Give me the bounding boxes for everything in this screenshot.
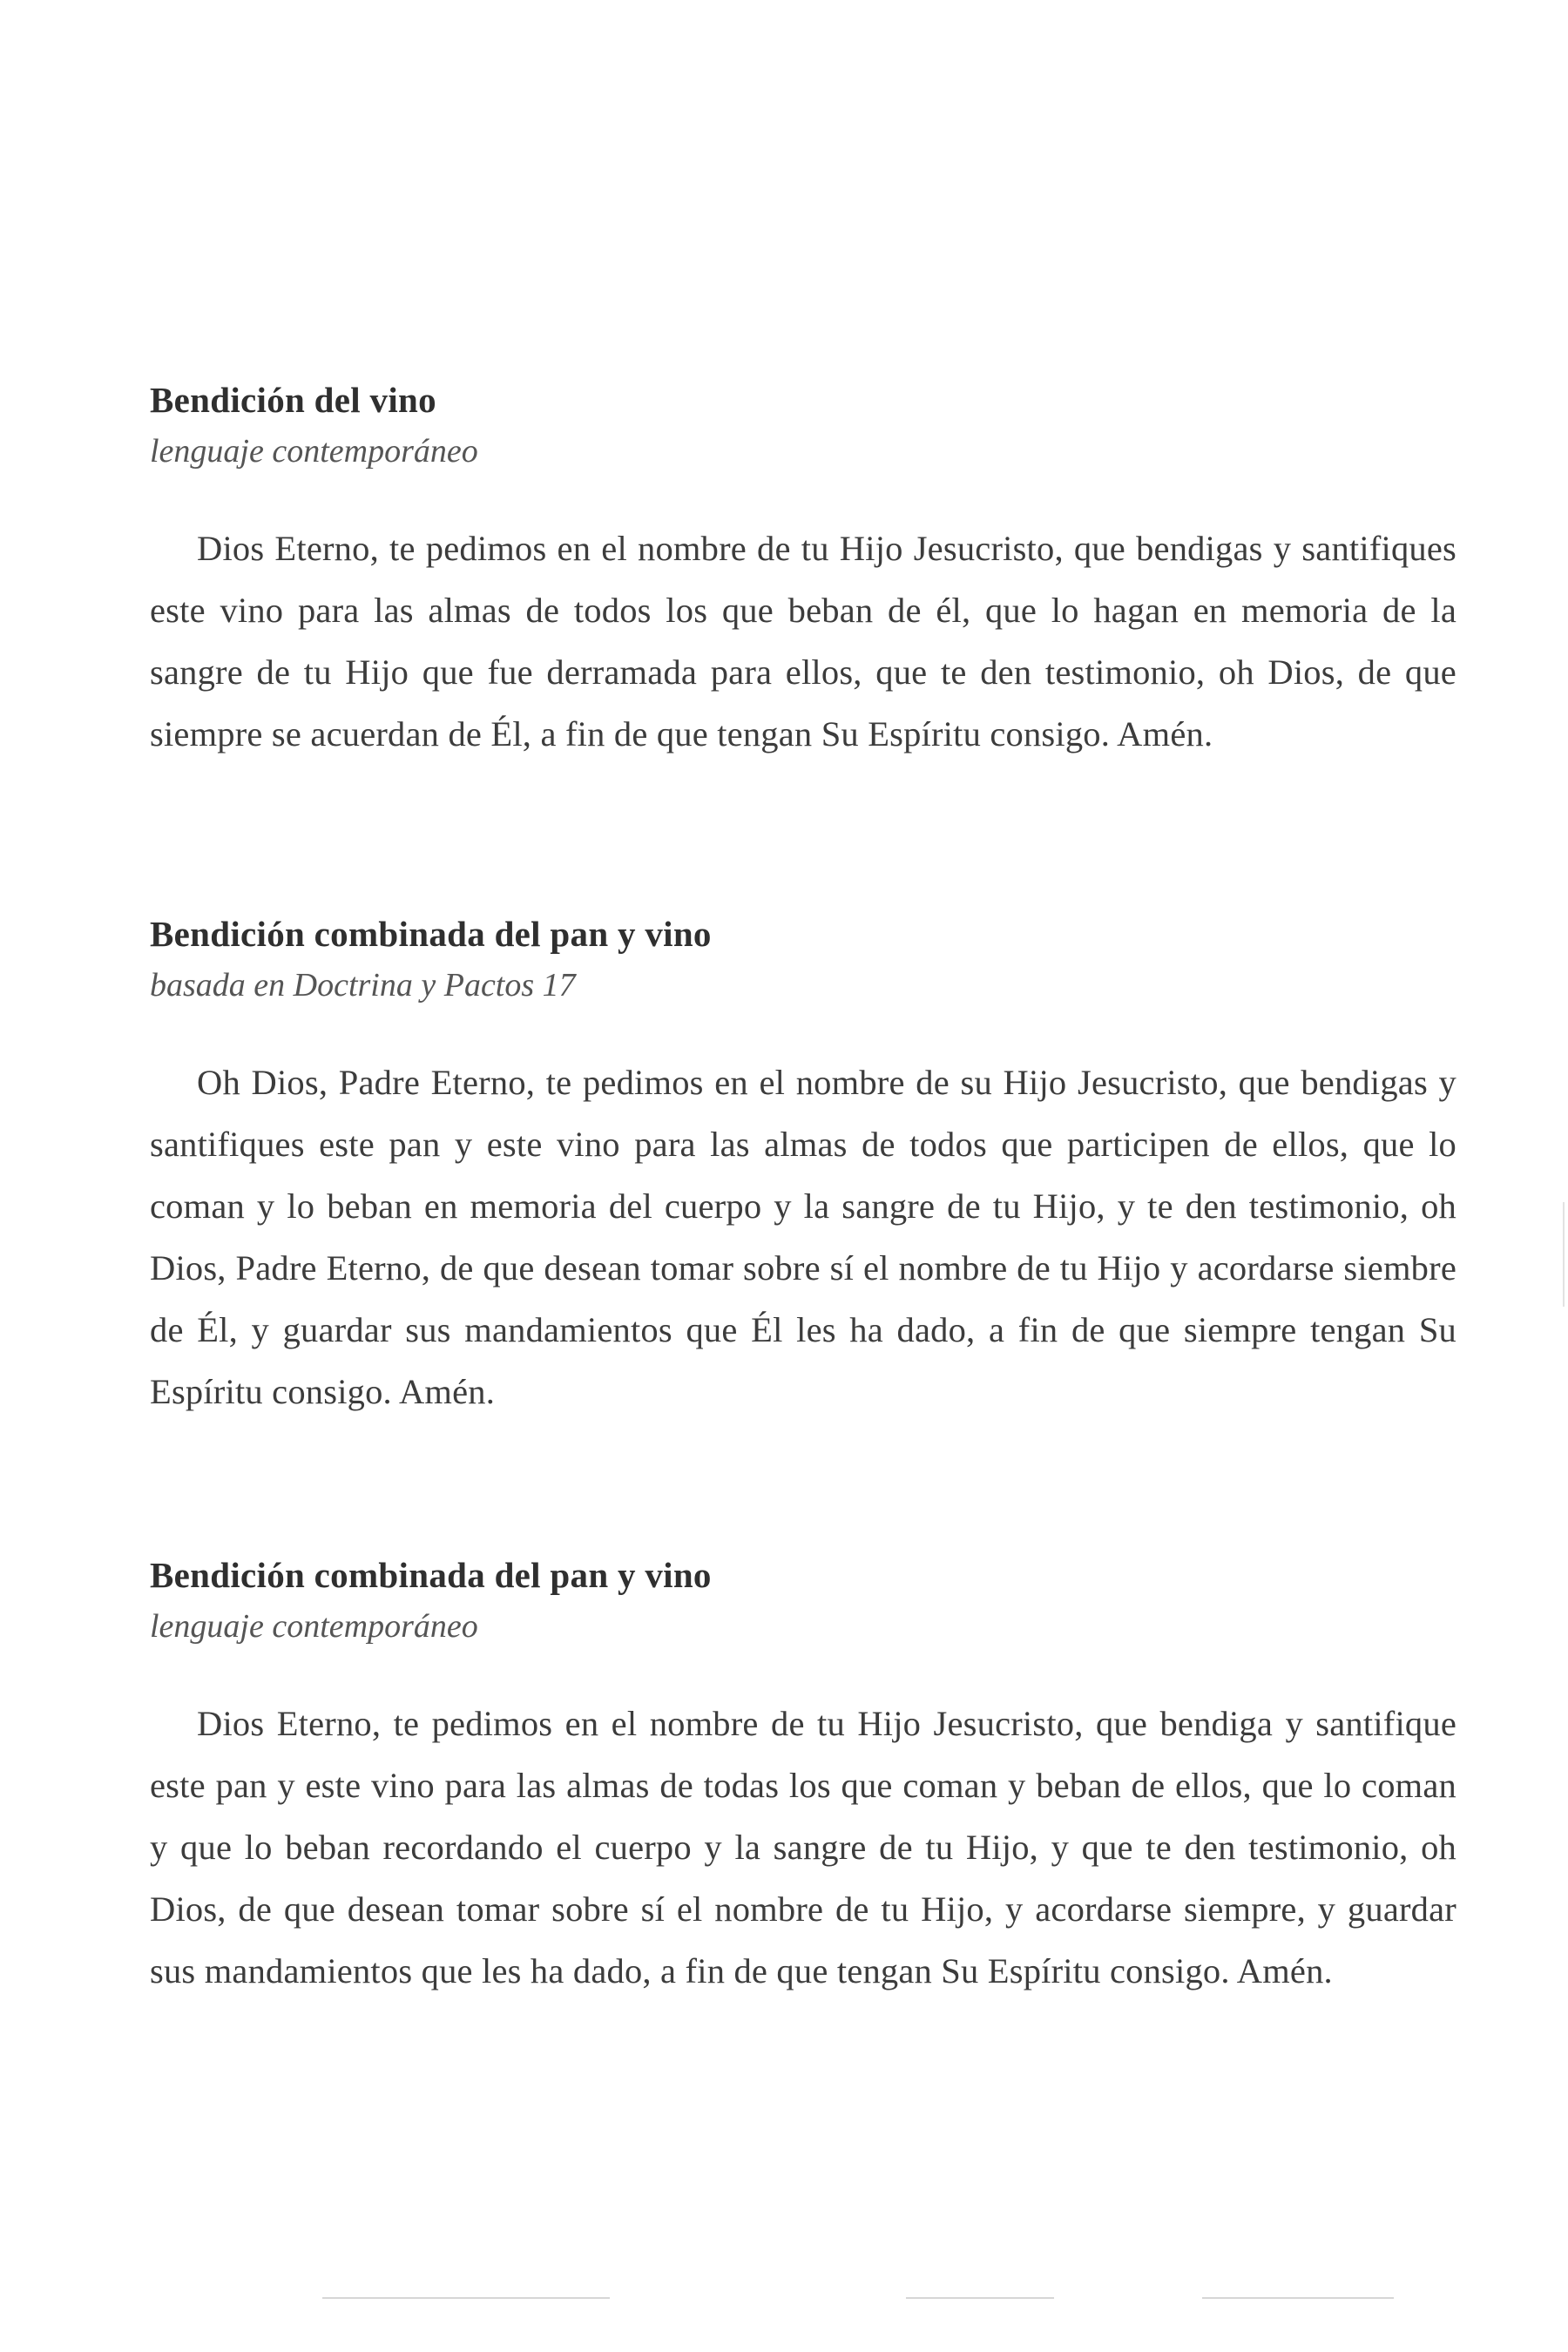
section-heading: Bendición del vino [150, 380, 436, 420]
scan-edge-line [906, 2297, 1054, 2299]
section-combined-blessing-dc17 [150, 913, 1456, 1423]
section-wine-blessing-contemporary [150, 379, 1456, 765]
scan-edge-mark [1563, 1202, 1565, 1307]
section-subtitle: lenguaje contemporáneo [150, 433, 478, 470]
section-heading: Bendición combinada del pan y vino [150, 914, 712, 954]
scan-edge-line [1202, 2297, 1394, 2299]
section-subtitle: lenguaje contemporáneo [150, 1608, 478, 1646]
section-body: Oh Dios, Padre Eterno, te pedimos en el nombre de su Hijo Jesucristo, que bendigas y santifiques este pan y este vino para las almas de todos que participen de ellos, que lo coman y lo beban en memoria del cuerpo y la sangre de tu Hijo, y te den testimonio, oh Dios, Padre Eterno, de que desean tomar sobre sí el nombre de tu Hijo y acordarse siembre de Él, y guardar sus mandamientos que Él les ha dado, a fin de que siempre tengan Su Espíritu consigo. Amén. [150, 1062, 1456, 1411]
section-subtitle: basada en Doctrina y Pactos 17 [150, 967, 576, 1004]
section-body: Dios Eterno, te pedimos en el nombre de tu Hijo Jesucristo, que bendiga y santifique este pan y este vino para las almas de todas los que coman y beban de ellos, que lo coman y que lo beban recordando el cuerpo y la sangre de tu Hijo, y que te den testimonio, oh Dios, de que desean tomar sobre sí el nombre de tu Hijo, y acordarse siempre, y guardar sus mandamientos que les ha dado, a fin de que tengan Su Espíritu consigo. Amén. [150, 1703, 1456, 1990]
scan-edge-line [322, 2297, 610, 2299]
section-heading: Bendición combinada del pan y vino [150, 1555, 712, 1595]
section-body: Dios Eterno, te pedimos en el nombre de tu Hijo Jesucristo, que bendigas y santifiques este vino para las almas de todos los que beban de él, que lo hagan en memoria de la sangre de tu Hijo que fue derramada para ellos, que te den testimonio, oh Dios, de que siempre se acuerdan de Él, a fin de que tengan Su Espíritu consigo. Amén. [150, 528, 1456, 754]
section-combined-blessing-contemporary [150, 1554, 1456, 2002]
